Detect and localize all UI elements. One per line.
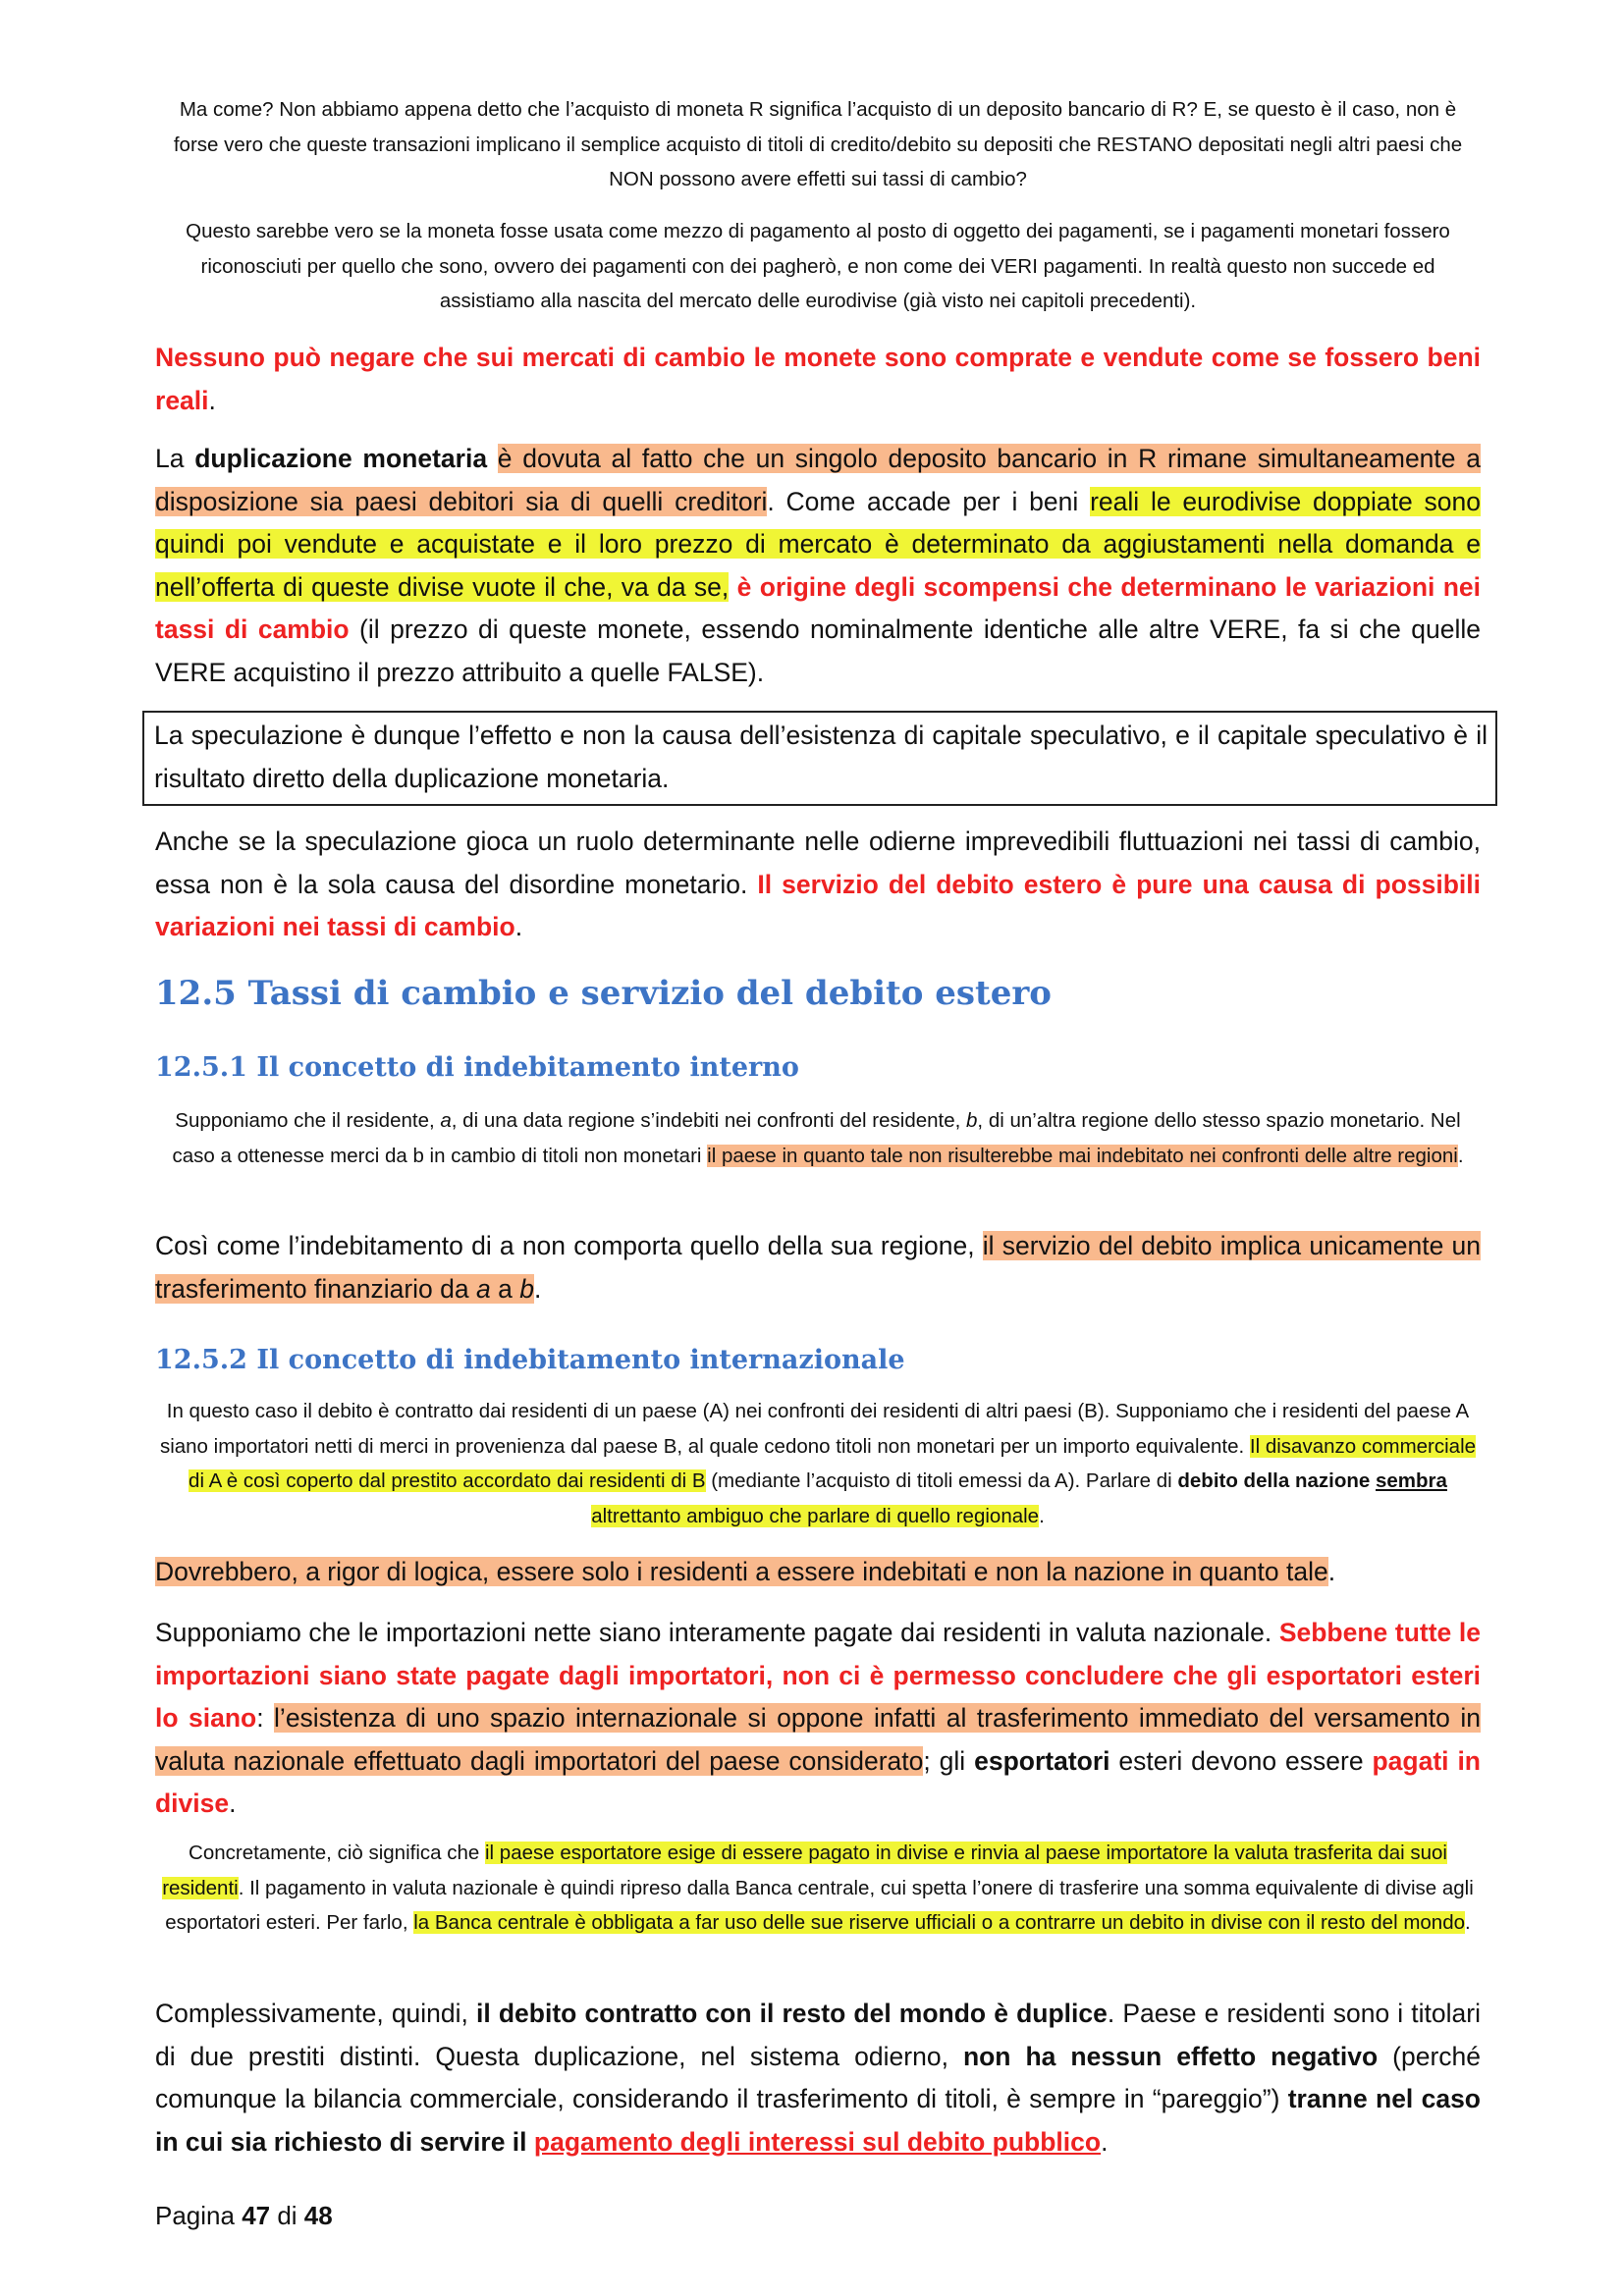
footer-label: Pagina — [155, 2201, 243, 2230]
text-run: Supponiamo che le importazioni nette siano interamente pagate dai residenti in valuta nazionale. — [155, 1618, 1279, 1647]
text-run: Complessivamente, quindi, — [155, 1999, 477, 2028]
yellow-highlight: Il disavanzo commerciale di A è così coperto dal prestito accordato dai residenti di B — [189, 1434, 1477, 1492]
text-run: La — [155, 444, 195, 473]
text-run: (perché comunque la bilancia commerciale, considerando il trasferimento di titoli, è sempre in “pareggio”) — [155, 2041, 1481, 2113]
central-bank-paragraph — [155, 1836, 1481, 1941]
text-run: Anche se la speculazione gioca un ruolo determinante nelle odierne imprevedibili fluttuazioni nei tassi di cambio, essa non è la sola causa del disordine monetario. — [155, 827, 1481, 899]
text-run — [527, 2127, 534, 2157]
text-run — [487, 444, 498, 473]
emphasis-text: Nessuno può negare che sui mercati di cambio le monete sono comprate e vendute come se fossero beni reali — [155, 343, 1481, 415]
yellow-highlight: reali le eurodivise doppiate sono quindi poi vendute e acquistate e il loro prezzo di mercato è determinato da aggiustamenti nella domanda e nell’offerta di queste divise vuote il che, va da se, — [155, 486, 1481, 602]
orange-highlight: Dovrebbero, a rigor di logica, essere solo i residenti a essere indebitati e non la nazione in quanto tale — [155, 1557, 1328, 1586]
intro-explanation-paragraph: Questo sarebbe vero se la moneta fosse usata come mezzo di pagamento al posto di oggetto dei pagamenti, se i pagamenti monetari fossero riconosciuti per quello che sono, ovvero dei pagamenti con dei pagherò, e non come dei VERI pagamenti. In realtà questo non succede ed assistiamo alla nascita del mercato delle eurodivise (già visto nei capitoli precedenti). — [186, 220, 1450, 312]
boxed-speculation-note — [142, 711, 1497, 806]
text-run: . Il pagamento in valuta nazionale è quindi ripreso dalla Banca centrale, cui spetta l’onere di trasferire una somma equivalente di divise agli esportatori esteri. Per farlo, — [165, 1876, 1474, 1934]
orange-highlight: è dovuta al fatto che un singolo deposito bancario in R rimane simultaneamente a disposizione sia paesi debitori sia di quelli creditori — [155, 444, 1481, 516]
orange-highlight: il paese in quanto tale non risulterebbe mai indebitato nei confronti delle altre regioni — [707, 1144, 1458, 1167]
page-footer — [155, 2199, 1481, 2232]
internal-debt-paragraph — [155, 1103, 1481, 1173]
punctuation: . — [514, 912, 523, 941]
punctuation: . — [1457, 1144, 1464, 1167]
text-run: : — [256, 1703, 275, 1733]
text-run: , di un’altra regione dello stesso spazio monetario. Nel caso a ottenesse merci da b in cambio di titoli non monetari — [172, 1109, 1461, 1167]
punctuation: . — [1327, 1557, 1336, 1586]
yellow-highlight: altrettanto ambiguo che parlare di quello regionale — [591, 1504, 1040, 1527]
emphasis-text: è origine degli scompensi che determinano le variazioni nei tassi di cambio — [155, 571, 1481, 644]
bold-term: non ha nessun effetto negativo — [962, 2041, 1379, 2071]
bold-term: duplicazione monetaria — [194, 444, 488, 473]
italic-term: b — [519, 1273, 534, 1304]
page-number: 47 — [242, 2201, 271, 2230]
international-debt-paragraph — [155, 1394, 1481, 1533]
text-run: (il prezzo di queste monete, essendo nominalmente identiche alle altre VERE, fa si che quelle VERE acquistino il prezzo attribuito a quelle FALSE). — [155, 614, 1481, 687]
text-run: esteri devono essere — [1109, 1745, 1373, 1776]
text-run — [729, 572, 736, 602]
exchange-markets-paragraph — [155, 337, 1481, 422]
intro-question-paragraph: Ma come? Non abbiamo appena detto che l’acquisto di moneta R significa l’acquisto di un deposito bancario di R? E, se questo è il caso, non è forse vero che queste transazioni implicano il semplice acquisto di titoli di credito/debito su depositi che RESTANO depositati negli altri paesi che NON possono avere effetti sui tassi di cambio? — [173, 98, 1463, 190]
monetary-duplication-paragraph — [155, 438, 1481, 694]
text-run: Supponiamo che il residente, — [175, 1109, 441, 1132]
emphasis-text: Sebbene tutte le importazioni siano state pagate dagli importatori, non ci è permesso concludere che gli esportatori esteri lo siano — [155, 1618, 1481, 1733]
subsection-heading-12-5-1: 12.5.1 Il concetto di indebitamento interno — [155, 1052, 799, 1083]
emphasis-text: Il servizio del debito estero è pure una causa di possibili variazioni nei tassi di cambio — [155, 869, 1482, 941]
text-run: (mediante l’acquisto di titoli emessi da A). Parlare di — [705, 1469, 1178, 1492]
punctuation: . — [229, 1789, 237, 1818]
punctuation: . — [1101, 2126, 1109, 2157]
punctuation: . — [1465, 1911, 1471, 1934]
punctuation: . — [208, 385, 216, 415]
duplicate-debt-paragraph — [155, 1993, 1481, 2163]
text-run: a — [490, 1273, 520, 1304]
bold-underlined-term: sembra — [1376, 1469, 1447, 1492]
footer-separator: di — [270, 2201, 304, 2230]
text-run: , di una data regione s’indebiti nei confronti del residente, — [451, 1109, 967, 1132]
text-run: In questo caso il debito è contratto dai residenti di un paese (A) nei confronti dei residenti di altri paesi (B). Supponiamo che i residenti del paese A siano importatori netti di merci in provenienza dal paese B, al quale cedono titoli non monetari per un importo equivalente. — [159, 1400, 1470, 1458]
debt-service-paragraph — [155, 1225, 1481, 1310]
text-run: . Come accade per i beni — [767, 486, 1091, 516]
text-run: . Paese e residenti sono i titolari di due prestiti distinti. Questa duplicazione, nel sistema odierno, — [155, 1999, 1481, 2071]
yellow-highlight: la Banca centrale è obbligata a far uso delle sue riserve ufficiali o a contrarre un debito in divise con il resto del mondo — [413, 1911, 1466, 1934]
text-run: ; gli — [923, 1745, 975, 1776]
subsection-heading-12-5-2: 12.5.2 Il concetto di indebitamento internazionale — [155, 1345, 905, 1375]
yellow-highlight: il paese esportatore esige di essere pagato in divise e rinvia al paese importatore la valuta trasferita dai suoi residenti — [162, 1842, 1447, 1899]
net-imports-paragraph — [155, 1612, 1481, 1826]
bold-term: debito della nazione — [1177, 1469, 1371, 1492]
italic-term: b — [966, 1109, 978, 1132]
residents-paragraph — [155, 1551, 1481, 1594]
bold-term: esportatori — [974, 1745, 1110, 1776]
punctuation: . — [1039, 1504, 1045, 1527]
speculation-paragraph — [155, 821, 1481, 949]
italic-term: a — [440, 1109, 452, 1132]
text-run: Così come l’indebitamento di a non comporta quello della sua regione, — [155, 1231, 983, 1260]
punctuation: . — [533, 1273, 542, 1304]
total-pages: 48 — [303, 2201, 333, 2230]
bold-term: il debito contratto con il resto del mondo è duplice — [476, 1999, 1108, 2028]
orange-highlight: l’esistenza di uno spazio internazionale si oppone infatti al trasferimento immediato del versamento in valuta nazionale effettuato dagli importatori del paese considerato — [155, 1703, 1481, 1776]
bold-term: tranne nel caso in cui sia richiesto di servire il — [155, 2084, 1481, 2157]
emphasis-text: pagati in divise — [155, 1745, 1481, 1818]
section-heading-12-5: 12.5 Tassi di cambio e servizio del debito estero — [155, 974, 1052, 1013]
emphasis-underlined-text: pagamento degli interessi sul debito pubblico — [533, 2126, 1102, 2157]
italic-term: a — [476, 1273, 491, 1304]
orange-highlight: il servizio del debito implica unicamente un trasferimento finanziario da — [155, 1231, 1481, 1304]
text-run: Concretamente, ciò significa che — [189, 1842, 485, 1864]
boxed-text: La speculazione è dunque l’effetto e non la causa dell’esistenza di capitale speculativo, e il capitale speculativo è il risultato diretto della duplicazione monetaria. — [154, 721, 1488, 793]
